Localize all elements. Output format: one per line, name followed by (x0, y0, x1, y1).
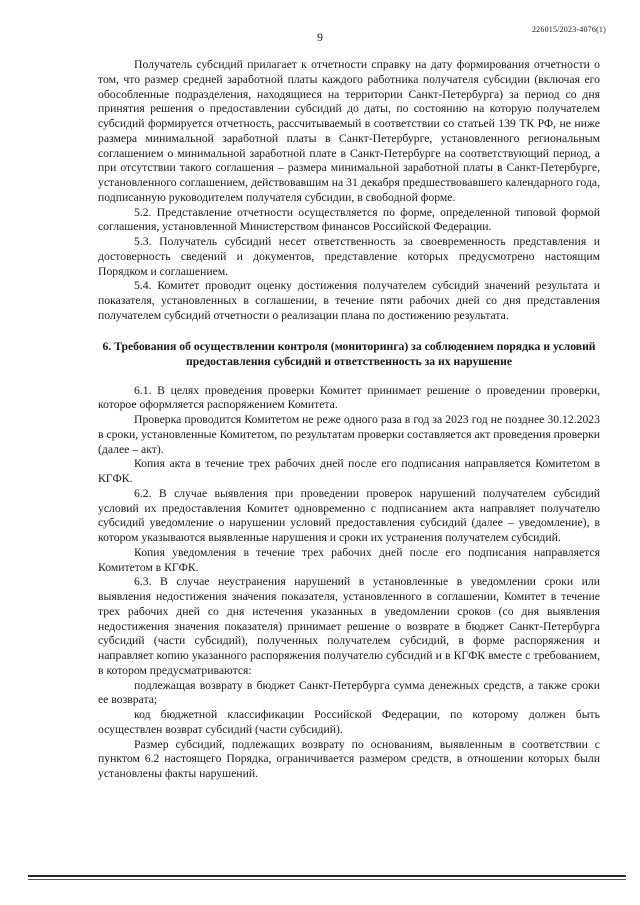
document-body (98, 58, 600, 782)
paragraph-6-2: 6.2. В случае выявления при проведении проверок нарушений получателем субсидий условий их предоставления Комитет одновременно с подписанием акта направляет получателю субсидий уведомление о нарушении условий предоставления субсидий (далее – уведомление), в котором указываются выявленные нарушения и сроки их устранения получателем субсидий. (98, 486, 600, 544)
footer-line-thin (28, 879, 626, 880)
paragraph-salary-certificate: Получатель субсидий прилагает к отчетности справку на дату формирования отчетности о том, что размер средней заработной платы каждого работника получателя субсидии (включая его обособленные подразделения, находящиеся на территории Санкт-Петербурга) за период со дня принятия решения о предоставлении субсидий до даты, по состоянию на которую получателем субсидий формируется отчетность, рассчитываемый в соответствии со статьей 139 ТК РФ, не ниже размера минимальной заработной платы в Санкт-Петербурге, установленного региональным соглашением о минимальной заработной плате в Санкт-Петербурге на соответствующий период, а при отсутствии такого соглашения – размера минимальной заработной платы в Санкт-Петербурге, установленного соглашением, действовавшим на 31 декабря предшествовавшего календарного года, подписанную руководителем получателя субсидии, в свободной форме. (98, 58, 600, 204)
paragraph-6-1: 6.1. В целях проведения проверки Комитет принимает решение о проведении проверки, которое оформляется распоряжением Комитета. (98, 383, 600, 412)
paragraph-notice-copy: Копия уведомления в течение трех рабочих дней после его подписания направляется Комитетом в КГФК. (98, 545, 600, 574)
paragraph-refund-limit: Размер субсидий, подлежащих возврату по основаниям, выявленным в соответствии с пунктом 6.2 настоящего Порядка, ограничивается размером средств, в отношении которых были установлены факты нарушений. (98, 737, 600, 780)
paragraph-5-2: 5.2. Представление отчетности осуществляется по форме, определенной типовой формой соглашения, установленной Министерством финансов Российской Федерации. (98, 205, 600, 234)
document-id: 226015/2023-4076(1) (531, 25, 606, 34)
paragraph-6-3: 6.3. В случае неустранения нарушений в установленные в уведомлении сроки или выявления недостижения значения показателя, установленного в соглашении, Комитет в течение трех рабочих дней со дня истечения указанных в уведомлении сроков (со дня выявления недостижения значения показателя) принимает решение о возврате в бюджет Санкт-Петербурга субсидий (части субсидий), полученных получателем субсидий, в форме распоряжения и направляет копию указанного распоряжения получателю субсидий и в КГФК вместе с требованием, в котором предусматриваются: (98, 575, 600, 677)
page-number: 9 (317, 30, 323, 44)
paragraph-5-4: 5.4. Комитет проводит оценку достижения получателем субсидий значений результата и показателя, установленных в соглашении, в течение пяти рабочих дней со дня представления получателем субсидий отчетности о реализации плана по достижению результата. (98, 279, 600, 322)
paragraph-budget-code: код бюджетной классификации Российской Федерации, по которому должен быть осуществлен возврат субсидий (части субсидий). (98, 708, 600, 736)
paragraph-act-copy: Копия акта в течение трех рабочих дней после его подписания направляется Комитетом в КГФК. (98, 457, 600, 485)
footer-line-thick (28, 875, 626, 877)
paragraph-refund-amount: подлежащая возврату в бюджет Санкт-Петербурга сумма денежных средств, а также сроки ее возврата; (98, 678, 600, 707)
footer-divider (28, 875, 626, 883)
paragraph-5-3: 5.3. Получатель субсидий несет ответственность за своевременность представления и достоверность сведений и документов, представление которых предусмотрено настоящим Порядком и соглашением. (98, 235, 600, 278)
paragraph-inspection-schedule: Проверка проводится Комитетом не реже одного раза в год за 2023 год не позднее 30.12.2023 в сроки, установленные Комитетом, по результатам проверки составляется акт проведения проверки (далее – акт). (98, 413, 600, 456)
section-6-heading: 6. Требования об осуществлении контроля (мониторинга) за соблюдением порядка и условий предоставления субсидий и ответственность за их нарушение (102, 339, 596, 368)
